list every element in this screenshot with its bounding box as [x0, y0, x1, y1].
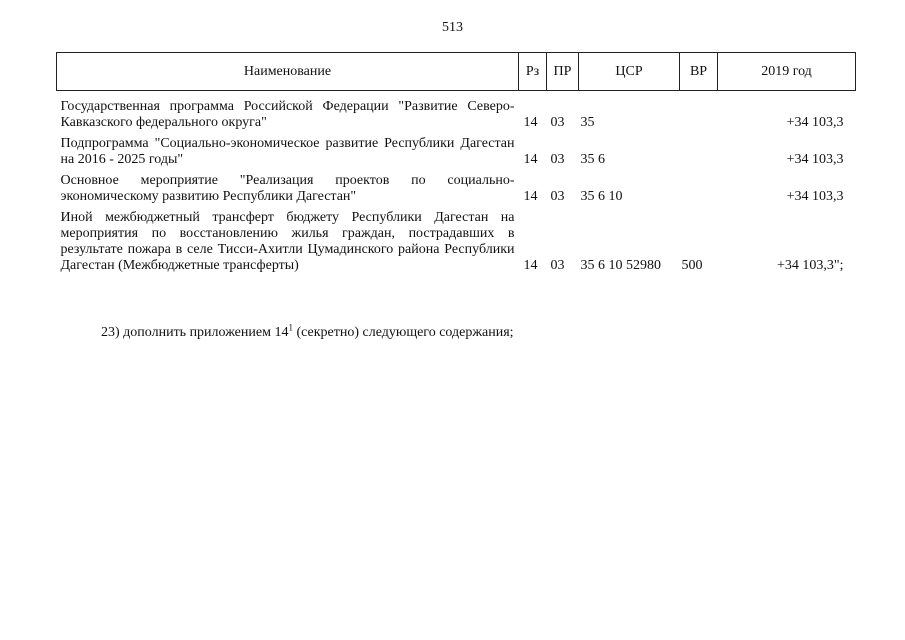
- row-csr: 35: [580, 115, 595, 130]
- row-csr: 35 6 10: [580, 189, 623, 204]
- row-csr: 35 6: [580, 152, 605, 167]
- row-year: +34 103,3: [786, 115, 844, 130]
- row-rz: 14: [523, 189, 538, 204]
- header-pr: ПР: [547, 53, 579, 91]
- row-year: +34 103,3: [786, 152, 844, 167]
- header-name: Наименование: [57, 53, 519, 91]
- row-year: +34 103,3: [786, 189, 844, 204]
- row-pr: 03: [550, 258, 565, 273]
- closing-prefix: 23) дополнить приложением 14: [101, 325, 289, 340]
- header-rz: Рз: [519, 53, 547, 91]
- row-name: Подпрограмма "Социально-экономическое развитие Республики Дагестан на 2016 - 2025 годы": [60, 136, 515, 167]
- header-vr: ВР: [680, 53, 718, 91]
- table-row: [57, 136, 856, 173]
- budget-table: [56, 52, 856, 279]
- table-header-row: [57, 53, 856, 91]
- header-year: 2019 год: [718, 53, 856, 91]
- row-rz: 14: [523, 115, 538, 130]
- table-row: [57, 99, 856, 136]
- row-vr: [680, 173, 718, 210]
- closing-suffix: (секретно) следующего содержания;: [292, 325, 514, 340]
- row-rz: 14: [523, 258, 538, 273]
- closing-paragraph: [101, 322, 514, 341]
- row-vr: [680, 99, 718, 136]
- row-vr: [680, 136, 718, 173]
- row-pr: 03: [550, 152, 565, 167]
- table-row: [57, 173, 856, 210]
- row-pr: 03: [550, 115, 565, 130]
- row-name: Иной межбюджетный трансферт бюджету Республики Дагестан на мероприятия по восстановлению жилья граждан, пострадавших в результате пожара в селе Тисси-Ахитли Цумадинского района Республики Дагестан (Межбюджетные трансферты): [60, 210, 515, 273]
- header-csr: ЦСР: [579, 53, 680, 91]
- row-rz: 14: [523, 152, 538, 167]
- row-csr: 35 6 10 52980: [580, 258, 661, 273]
- row-name: Основное мероприятие "Реализация проектов по социально-экономическому развитию Республики Дагестан": [60, 173, 515, 204]
- row-name: Государственная программа Российской Федерации "Развитие Северо-Кавказского федерального округа": [60, 99, 515, 130]
- closing-superscript: 1: [288, 322, 293, 333]
- page-number: 513: [442, 20, 463, 35]
- table-row: [57, 210, 856, 279]
- row-vr: 500: [681, 258, 703, 273]
- row-pr: 03: [550, 189, 565, 204]
- row-year: +34 103,3";: [777, 258, 844, 273]
